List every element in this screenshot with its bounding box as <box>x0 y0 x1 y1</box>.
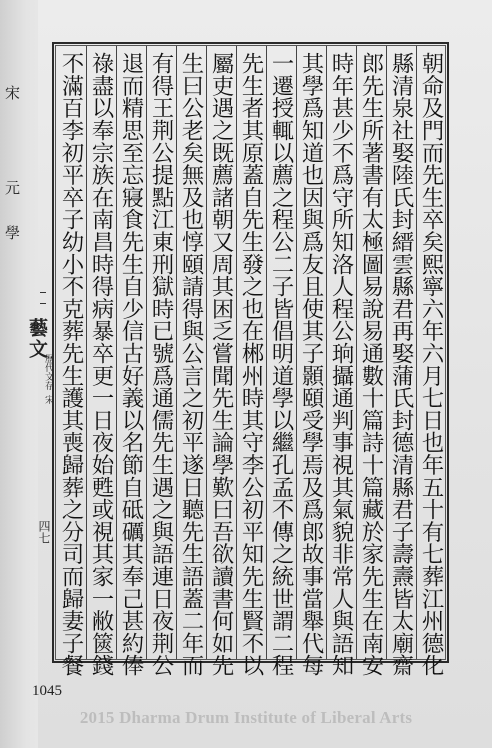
text-column-8: 屬吏遇之既薦諸朝又周其困乏嘗聞先生論學歎曰吾欲讀書何如先 <box>208 52 234 677</box>
text-column-10: 有得王荆公提點江東刑獄時已號爲通儒先生遇之與語連日夜荆公 <box>148 52 174 677</box>
column-rule <box>206 46 207 659</box>
text-column-12: 祿盡以奉宗族在南昌時得病暴卒更一日夜始甦或視其家一敝篋錢 <box>88 52 114 677</box>
text-column-4: 時年甚少不爲守所知洛人程公珦攝通判事視其氣貌非常人與語知 <box>328 52 354 677</box>
text-column-5: 其學爲知道也因與爲友且使其子顥頤受學焉及爲郎故事當舉代每 <box>298 52 324 677</box>
spine-top-char: 宋 <box>3 85 21 100</box>
text-column-7: 先生者其原蓋自先生發之也在郴州時其守李公初平知先生賢不以 <box>238 52 264 677</box>
spine-collection: 歷代文存 <box>43 354 53 390</box>
text-column-3: 郎先生所著書有太極圖易說易通數十篇詩十篇藏於家先生在南安 <box>358 52 384 677</box>
spine-mid-chars: 元學 <box>3 180 21 270</box>
column-rule <box>326 46 327 659</box>
watermark: 2015 Dharma Drum Institute of Liberal Arts <box>79 708 413 727</box>
column-rule <box>176 46 177 659</box>
spine-section-label: 藝文 <box>26 318 48 360</box>
column-rule <box>86 46 87 659</box>
spine-folio: 四七 <box>37 520 51 544</box>
page-gutter <box>0 0 38 748</box>
text-column-11: 退而精思至忘寢食先生自少信古好義以名節自砥礪其奉己甚約俸 <box>118 52 144 677</box>
spine-divider <box>40 292 46 304</box>
column-rule <box>116 46 117 659</box>
page-number: 1045 <box>32 683 62 699</box>
column-rule <box>266 46 267 659</box>
column-rule <box>236 46 237 659</box>
column-rule <box>386 46 387 659</box>
text-column-2: 縣清泉社娶陸氏封縉雲縣君再娶蒲氏封德清縣君子壽燾皆太廟齋 <box>388 52 414 677</box>
column-rule <box>296 46 297 659</box>
column-rule <box>146 46 147 659</box>
spine-dynasty: 宋 <box>43 395 53 404</box>
text-column-13: 不滿百李初平卒子幼小不克葬先生護其喪歸葬之分司而歸妻子餐 <box>58 52 84 677</box>
text-column-6: 一遷授輒以薦之程公二子皆倡明道學以繼孔孟不傳之統世謂二程 <box>268 52 294 677</box>
text-column-1: 朝命及門而先生卒矣熙寧六年六月七日也年五十有七葬江州德化 <box>418 52 444 677</box>
column-rule <box>416 46 417 659</box>
column-rule <box>356 46 357 659</box>
text-column-9: 生曰公老矣無及也惇頤請得與公言之初平遂日聽先生語蓋二年而 <box>178 52 204 677</box>
